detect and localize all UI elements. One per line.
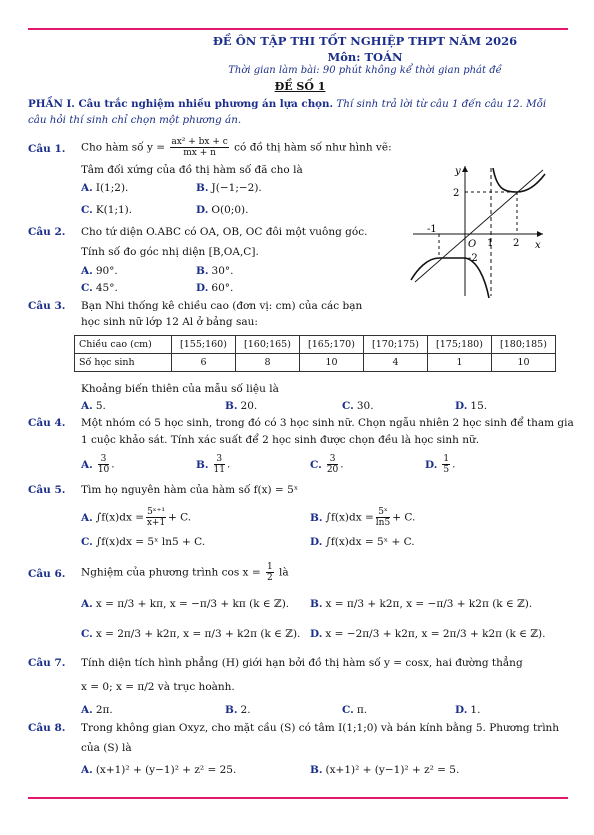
row-label-count: Số học sinh: [75, 354, 172, 372]
q1-option-d[interactable]: D. O(0;0).: [196, 204, 249, 216]
row-label-height: Chiều cao (cm): [75, 336, 172, 354]
q1-option-c[interactable]: C. K(1;1).: [81, 204, 133, 216]
q8-number: Câu 8.: [28, 722, 66, 734]
curve-left-branch: [411, 258, 489, 298]
table-cell: [165;170): [300, 336, 364, 354]
q7-option-d[interactable]: D. 1.: [455, 704, 481, 716]
table-cell: 10: [300, 354, 364, 372]
q7-text: Tính diện tích hình phẳng (H) giới hạn bởi đồ thị hàm số y = cosx, hai đường thẳng: [81, 657, 523, 669]
q5-option-a[interactable]: A. ∫f(x)dx = $\frac{\text{5ˣ⁺¹}}{x+1}$ + C.: [81, 507, 192, 528]
q8-option-a[interactable]: A. (x+1)² + (y−1)² + z² = 25.: [81, 764, 237, 776]
q3-option-b[interactable]: B. 20.: [225, 400, 258, 412]
q2-subquestion: Tính số đo góc nhị diện [B,OA,C].: [81, 246, 259, 258]
q1-subquestion: Tâm đối xứng của đồ thị hàm số đã cho là: [81, 164, 303, 176]
table-cell: 6: [172, 354, 236, 372]
exam-title: ĐỀ ÔN TẬP THI TỐT NGHIỆP THPT NĂM 2026: [212, 34, 518, 48]
q7-option-b[interactable]: B. 2.: [225, 704, 251, 716]
table-cell: [175;180): [428, 336, 492, 354]
q1-option-a[interactable]: A. I(1;2).: [81, 182, 129, 194]
q5-option-d[interactable]: D. ∫f(x)dx = 5ˣ + C.: [310, 536, 415, 548]
q5-option-c[interactable]: C. ∫f(x)dx = 5ˣ ln5 + C.: [81, 536, 206, 548]
table-cell: 10: [492, 354, 556, 372]
q1-number: Câu 1.: [28, 143, 66, 155]
q3-subquestion: Khoảng biến thiên của mẫu số liệu là: [81, 383, 279, 395]
table-cell: 4: [364, 354, 428, 372]
subject: Môn: TOÁN: [327, 50, 403, 64]
q2-text: Cho tứ diện O.ABC có OA, OB, OC đôi một vuông góc.: [81, 226, 368, 238]
q3-number: Câu 3.: [28, 300, 66, 312]
q3-text-2: học sinh nữ lớp 12 Al ở bảng sau:: [81, 316, 258, 328]
q7-option-a[interactable]: A. 2π.: [81, 704, 113, 716]
y-axis-arrow: [462, 166, 468, 172]
label-x2: 2: [513, 238, 520, 249]
table-cell: 8: [236, 354, 300, 372]
table-cell: [155;160): [172, 336, 236, 354]
top-rule: [28, 28, 568, 30]
q1-fraction: $\frac{\text{ax² + bx + c}}{mx + n}$: [171, 137, 228, 158]
q7-text-2: x = 0; x = π/2 và trục hoành.: [81, 681, 235, 693]
section-1-instruction: Thí sinh trả lời từ câu 1 đến câu 12. Mỗi câu hỏi thí sinh chỉ chọn một phương án.: [28, 98, 547, 126]
table-row: [75, 336, 556, 354]
label-origin: O: [468, 239, 477, 250]
label-xm1: -1: [427, 224, 437, 235]
table-cell: [180;185): [492, 336, 556, 354]
label-x1: 1: [487, 238, 494, 249]
table-cell: [170;175): [364, 336, 428, 354]
q6-number: Câu 6.: [28, 568, 66, 580]
q2-option-d[interactable]: D. 60°.: [196, 282, 234, 294]
q3-text: Bạn Nhi thống kê chiều cao (đơn vị: cm) của các bạn: [81, 300, 363, 312]
curve-right-branch: [493, 168, 545, 192]
q1-option-b[interactable]: B. J(−1;−2).: [196, 182, 262, 194]
q2-option-a[interactable]: A. 90°.: [81, 265, 118, 277]
q4-text-2: 1 cuộc khảo sát. Tính xác suất để 2 học sinh được chọn đều là học sinh nữ.: [81, 434, 480, 446]
q4-option-c[interactable]: C. $\frac{3}{20}$ .: [310, 454, 344, 475]
q4-option-b[interactable]: B. $\frac{3}{11}$ .: [196, 454, 231, 475]
q1-text: Cho hàm số y = $\frac{\text{ax² + bx + c}}{mx + n}$ có đồ thị hàm số như hình vẽ:: [81, 137, 392, 158]
q5-text: Tìm họ nguyên hàm của hàm số f(x) = 5ˣ: [81, 484, 299, 496]
q8-text: Trong không gian Oxyz, cho mặt cầu (S) có tâm I(1;1;0) và bán kính bằng 5. Phương trình: [81, 722, 560, 734]
q5-option-b[interactable]: B. ∫f(x)dx = $\frac{\text{5ˣ}}{\ln 5}$ + C.: [310, 507, 416, 528]
q8-option-b[interactable]: B. (x+1)² + (y−1)² + z² = 5.: [310, 764, 460, 776]
label-ym2: -2: [468, 253, 478, 264]
height-frequency-table: [74, 335, 556, 372]
exam-number: ĐỀ SỐ 1: [274, 80, 326, 93]
q4-option-a[interactable]: A. $\frac{3}{10}$ .: [81, 454, 115, 475]
q3-option-c[interactable]: C. 30.: [342, 400, 374, 412]
q7-number: Câu 7.: [28, 657, 66, 669]
bottom-rule: [28, 797, 568, 799]
q2-option-c[interactable]: C. 45°.: [81, 282, 118, 294]
table-cell: [160;165): [236, 336, 300, 354]
q4-number: Câu 4.: [28, 417, 66, 429]
section-1-title: PHẦN I. Câu trắc nghiệm nhiều phương án lựa chọn.: [28, 98, 334, 110]
q8-text-2: của (S) là: [81, 742, 132, 754]
q4-text: Một nhóm có 5 học sinh, trong đó có 3 học sinh nữ. Chọn ngẫu nhiên 2 học sinh để tham gia: [81, 417, 574, 429]
q3-option-a[interactable]: A. 5.: [81, 400, 106, 412]
q7-option-c[interactable]: C. π.: [342, 704, 368, 716]
label-y2: 2: [453, 188, 460, 199]
table-cell: 1: [428, 354, 492, 372]
x-axis-arrow: [537, 231, 543, 237]
q2-number: Câu 2.: [28, 226, 66, 238]
table-row: [75, 354, 556, 372]
q2-option-b[interactable]: B. 30°.: [196, 265, 234, 277]
section-1-heading: [28, 96, 568, 128]
function-graph: [405, 160, 550, 300]
time-note: Thời gian làm bài: 90 phút không kể thời gian phát đề: [228, 65, 502, 76]
q6-option-a[interactable]: A. x = π/3 + kπ, x = −π/3 + kπ (k ∈ ℤ).: [81, 598, 290, 610]
q6-text: Nghiệm của phương trình cos x = $\frac{1}{2}$ là: [81, 562, 289, 583]
q6-option-c[interactable]: C. x = 2π/3 + k2π, x = π/3 + k2π (k ∈ ℤ).: [81, 628, 301, 640]
q6-option-b[interactable]: B. x = π/3 + k2π, x = −π/3 + k2π (k ∈ ℤ).: [310, 598, 533, 610]
q5-number: Câu 5.: [28, 484, 66, 496]
q3-option-d[interactable]: D. 15.: [455, 400, 488, 412]
q6-option-d[interactable]: D. x = −2π/3 + k2π, x = 2π/3 + k2π (k ∈ ℤ).: [310, 628, 546, 640]
label-x: x: [535, 240, 541, 251]
label-y: y: [455, 166, 461, 177]
q4-option-d[interactable]: D. $\frac{1}{5}$ .: [425, 454, 456, 475]
